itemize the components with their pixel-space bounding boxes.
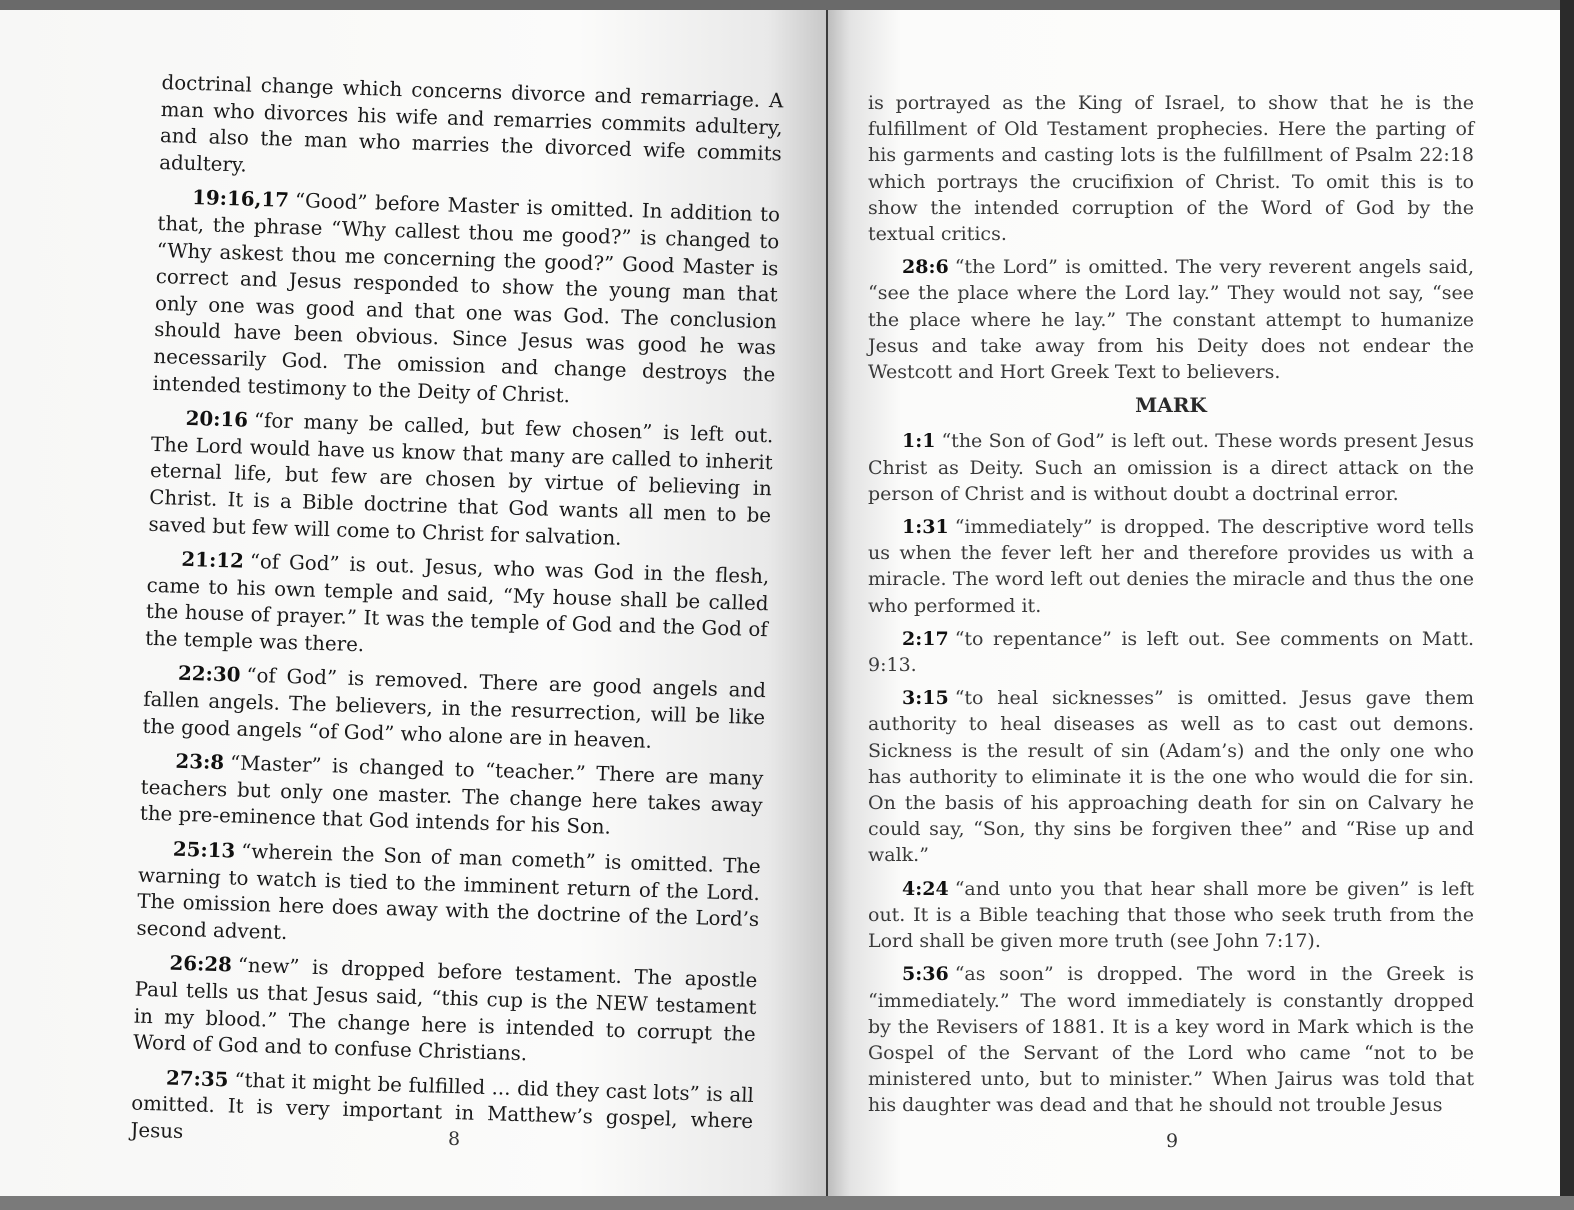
verse-commentary: “and unto you that hear shall more be given” is left out. It is a Bible teaching that those who seek truth from the Lord shall be given more truth (see John 7:17). [868,877,1474,953]
page-number: 8 [448,1128,461,1150]
verse-entry [868,428,1474,507]
verse-commentary: “the Son of God” is left out. These words present Jesus Christ as Deity. Such an omission is a direct attack on the person of Christ and is without doubt a doctrinal error. [868,430,1474,505]
verse-commentary: “of God” is out. Jesus, who was God in the flesh, came to his own temple and said, “My house shall be called the house of prayer.” It was the temple of God and the God of the temple was there. [144,549,770,657]
verse-reference: 25:13 [172,836,236,863]
verse-commentary: “that it might be fulfilled ... did they cast lots” is all omitted. It is very important in Matthew’s gospel, where Jesus [130,1068,755,1144]
right-page [828,10,1560,1202]
verse-commentary: “of God” is removed. There are good angels and fallen angels. The believers, in the resurrection, will be like the good angels “of God” who alone are in heaven. [142,664,767,753]
verse-entry [142,659,766,758]
verse-reference: 21:12 [181,546,245,573]
verse-entry [136,835,761,961]
verse-commentary: “Master” is changed to “teacher.” There are many teachers but only one master. The change here takes away the pre-eminence that God intends for his Son. [139,751,764,840]
scan-bottom-edge [0,1196,1574,1210]
verse-reference: 26:28 [169,951,233,977]
scan-top-edge [0,0,1574,10]
verse-reference: 23:8 [175,748,225,775]
verse-reference: 28:6 [902,256,949,279]
scan-right-edge [1560,0,1574,1210]
right-page-text [868,90,1474,1126]
verse-commentary: “the Lord” is omitted. The very reverent angels said, “see the place where the Lord lay.” They would not say, “see the place where he lay.” The constant attempt to humanize Jesus and take away from his Deity does not endear the Westcott and Hort Greek Text to believers. [868,256,1474,384]
verse-entry [868,961,1474,1118]
verse-reference: 4:24 [902,877,949,900]
verse-commentary: “wherein the Son of man cometh” is omitted. The warning to watch is tied to the imminent return of the Lord. The omission here does away with the doctrine of the Lord’s second advent. [136,839,761,944]
verse-reference: 27:35 [165,1065,229,1092]
verse-reference: 22:30 [177,661,241,688]
verse-commentary: “for many be called, but few chosen” is left out. The Lord would have us know that many are called to inherit eternal life, but few are chosen by virtue of believing in Christ. It is a Bible doctrine that God wants all men to be saved but few will come to Christ for salvation. [148,409,774,550]
verse-reference: 19:16,17 [191,185,290,213]
verse-entry [868,254,1474,385]
verse-commentary: “Good” before Master is omitted. In addition to that, the phrase “Why callest thou me good?” is changed to “Why askest thou me concerning the good?” Good Master is correct and Jesus responded to show the young man that only one was good and that one was God. The conclusion should have been obvious. Since Jesus was good he was necessarily God. The omission and change destroys the intended testimony to the Deity of Christ. [152,189,781,407]
verse-commentary: “immediately” is dropped. The descriptive word tells us when the fever left her and therefore provides us with a miracle. The word left out denies the miracle and thus the one who performed it. [868,516,1474,617]
verse-entry [145,545,770,671]
verse-reference: 20:16 [185,405,249,432]
continuation-paragraph: is portrayed as the King of Israel, to show that he is the fulfillment of Old Testament prophecies. Here the parting of his garments and casting lots is the fulfillment of Psalm 22:18 which portrays the crucifixion of Christ. To omit this is to show the intended corruption of the Word of God by the textual critics. [868,92,1474,246]
verse-entry [868,685,1474,868]
section-heading: MARK [1135,393,1207,418]
verse-entry [868,876,1474,955]
verse-entry [148,404,774,556]
verse-commentary: “as soon” is dropped. The word in the Greek is “immediately.” The word immediately is constantly dropped by the Revisers of 1881. It is a key word in Mark which is the Gospel of the Servant of the Lord who came “not to be ministered unto, but to minister.” When Jairus was told that his daughter was dead and that he should not trouble Jesus [868,963,1474,1117]
verse-reference: 1:31 [902,516,949,539]
page-number: 9 [1166,1130,1179,1152]
verse-commentary: “new” is dropped before testament. The apostle Paul tells us that Jesus said, “this cup is the NEW testament in my blood.” The change here is intended to corrupt the Word of God and to confuse Christians. [132,954,758,1066]
verse-reference: 3:15 [902,687,949,710]
verse-entry [868,626,1474,678]
continuation-paragraph: doctrinal change which concerns divorce and remarriage. A man who divorces his wife and remarries commits adultery, and also the man who marries the divorced wife commits adultery. [158,70,784,177]
verse-entry [130,1063,754,1162]
verse-reference: 2:17 [902,627,949,650]
verse-entry [152,183,780,415]
verse-entry [140,747,764,846]
verse-entry [133,949,758,1075]
verse-commentary: “to heal sicknesses” is omitted. Jesus gave them authority to heal diseases as well as to cast out demons. Sickness is the result of sin (Adam’s) and the only one who has authority to eliminate it is the one who would die for sin. On the basis of his approaching death for sin on Calvary he could say, “Son, thy sins be forgiven thee” and “Rise up and walk.” [868,687,1474,867]
verse-entry [868,514,1474,619]
verse-reference: 1:1 [902,430,936,453]
left-page [0,10,826,1200]
left-page-text [130,70,784,1170]
verse-commentary: “to repentance” is left out. See comments on Matt. 9:13. [868,627,1474,677]
verse-reference: 5:36 [902,963,949,986]
